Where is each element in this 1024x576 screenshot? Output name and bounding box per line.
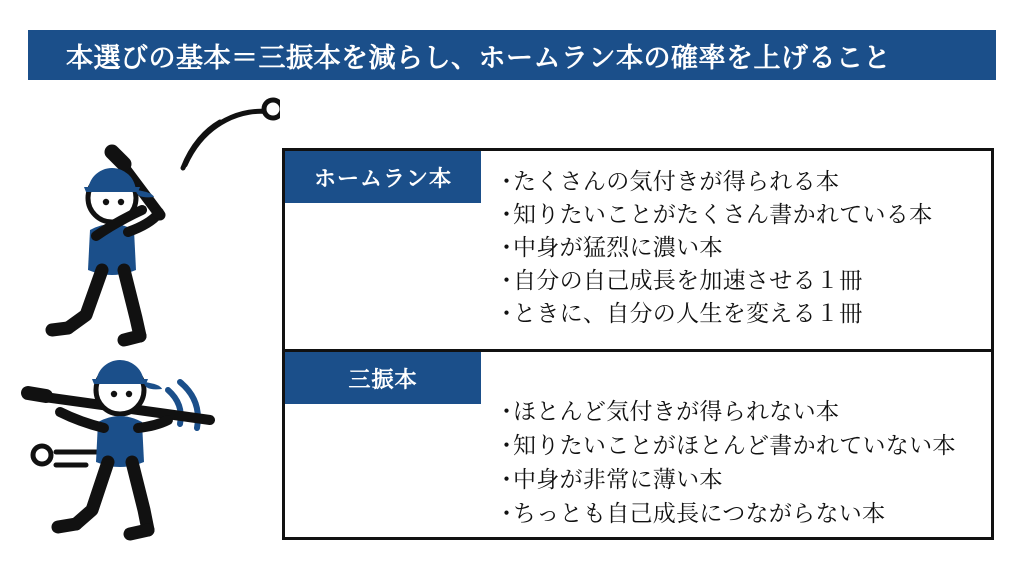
list-item-text: ときに、自分の人生を変える１冊 xyxy=(513,300,863,327)
bullet-icon: ・ xyxy=(495,234,519,261)
baseball-batters-illustration xyxy=(20,90,280,550)
bullet-icon: ・ xyxy=(495,500,519,527)
home-run-label: ホームラン本 xyxy=(285,151,481,203)
list-item-text: たくさんの気付きが得られる本 xyxy=(513,168,840,194)
list-item xyxy=(495,394,981,428)
strike-out-label-cell xyxy=(285,352,481,540)
strike-out-items xyxy=(481,352,991,540)
list-item-text: 知りたいことがたくさん書かれている本 xyxy=(513,201,933,228)
list-item xyxy=(495,165,981,198)
home-run-items xyxy=(481,151,991,349)
home-run-label-cell xyxy=(285,151,481,349)
list-item xyxy=(495,428,981,462)
list-item xyxy=(495,496,981,530)
page-title: 本選びの基本＝三振本を減らし、ホームラン本の確率を上げること xyxy=(66,42,891,73)
bullet-icon: ・ xyxy=(495,432,519,459)
list-item xyxy=(495,297,981,330)
list-item-text: 中身が猛烈に濃い本 xyxy=(513,234,723,261)
home-run-batter-figure xyxy=(52,152,164,340)
list-item-text: 知りたいことがほとんど書かれていない本 xyxy=(513,432,956,459)
strike-out-label: 三振本 xyxy=(285,352,481,404)
comparison-table xyxy=(282,148,994,540)
bullet-icon: ・ xyxy=(495,267,519,294)
bullet-icon: ・ xyxy=(495,300,519,327)
bullet-icon: ・ xyxy=(495,201,519,228)
list-item-text: ちっとも自己成長につながらない本 xyxy=(513,500,886,527)
list-item-text: ほとんど気付きが得られない本 xyxy=(513,398,840,424)
list-item-text: 中身が非常に薄い本 xyxy=(513,466,723,493)
list-item xyxy=(495,231,981,264)
bullet-icon: ・ xyxy=(495,466,519,493)
list-item-text: 自分の自己成長を加速させる１冊 xyxy=(513,267,863,294)
bullet-icon: ・ xyxy=(495,168,519,194)
strike-out-batter-figure xyxy=(28,360,210,534)
list-item xyxy=(495,264,981,297)
illustration-area xyxy=(20,90,280,550)
table-row-home-run xyxy=(285,151,991,352)
list-item xyxy=(495,198,981,231)
list-item xyxy=(495,462,981,496)
home-run-ball-trajectory xyxy=(183,100,280,168)
page-title-bar xyxy=(28,30,996,80)
bullet-icon: ・ xyxy=(495,398,519,424)
table-row-strike-out xyxy=(285,352,991,540)
